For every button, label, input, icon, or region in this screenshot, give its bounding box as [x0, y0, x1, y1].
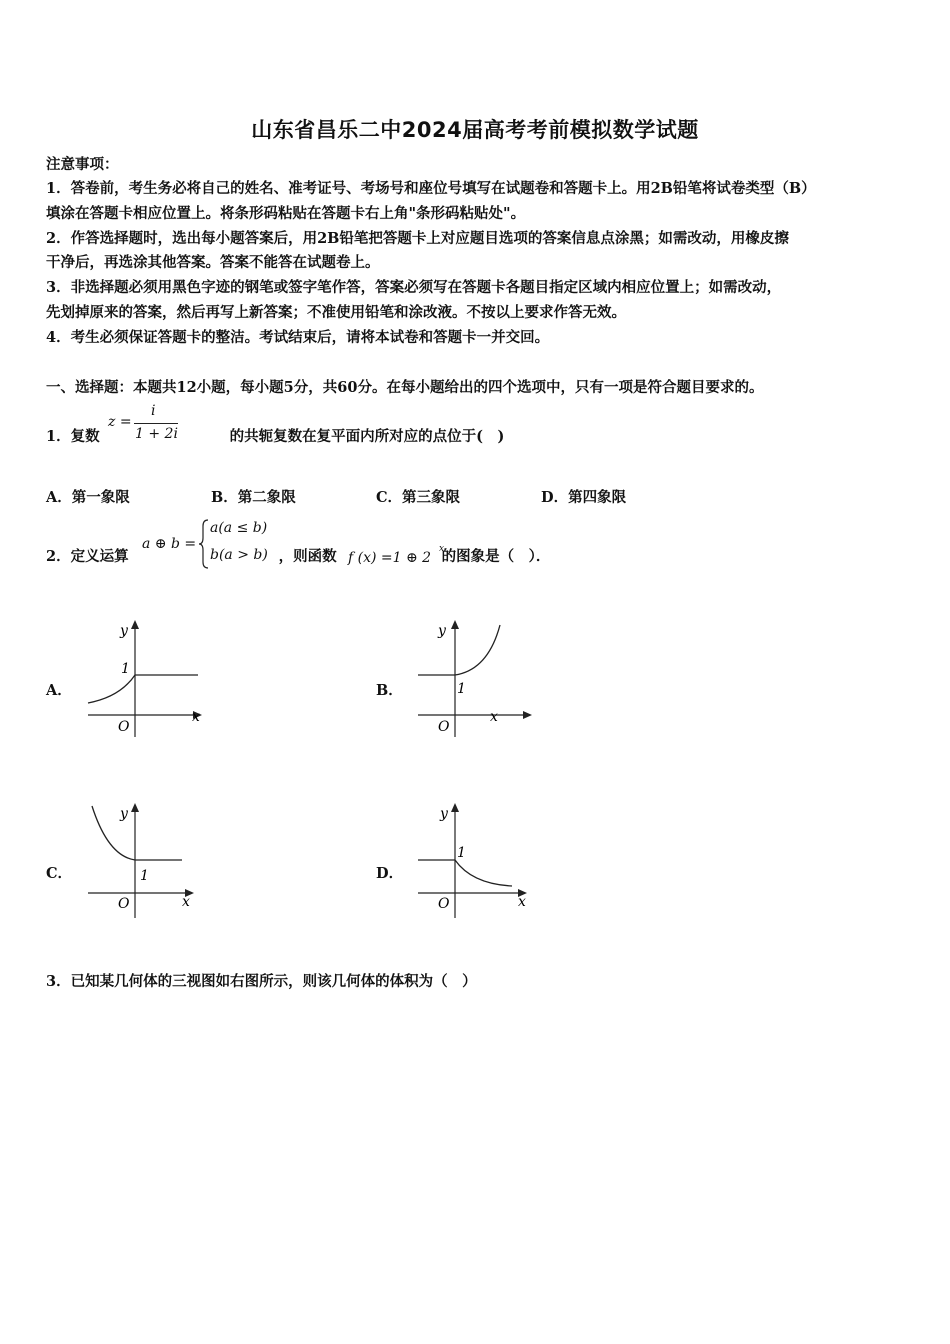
q2-case-2: b(a > b) [210, 547, 268, 563]
notice-item-1b: 填涂在答题卡相应位置上。将条形码粘贴在答题卡右上角"条形码粘贴处"。 [46, 205, 526, 222]
graph-d [410, 798, 540, 923]
notice-item-4: 4．考生必须保证答题卡的整洁。考试结束后，请将本试卷和答题卡一并交回。 [46, 329, 550, 346]
q1-option-c[interactable]: C．第三象限 [376, 489, 461, 506]
q2-prefix: 2．定义运算 [46, 548, 129, 565]
q1-option-d[interactable]: D．第四象限 [541, 489, 627, 506]
q1-prefix: 1．复数 [46, 428, 100, 445]
graph-a-one: 1 [121, 661, 130, 677]
graph-d-origin: O [438, 896, 450, 912]
graph-a [80, 615, 210, 740]
q2-op: a ⊕ b = [142, 536, 197, 552]
graph-b [410, 615, 540, 740]
q1-denominator: 1 + 2i [135, 426, 178, 442]
notice-item-3a: 3．非选择题必须用黑色字迹的钢笔或签字笔作答，答案必须写在答题卡各题目指定区域内相应位置上；如需改动， [46, 279, 782, 296]
q1-option-b[interactable]: B．第二象限 [211, 489, 296, 506]
question-3: 3．已知某几何体的三视图如右图所示，则该几何体的体积为（ ） [46, 973, 477, 990]
graph-label-d[interactable]: D． [376, 865, 404, 882]
q2-case-1: a(a ≤ b) [210, 520, 268, 536]
graph-a-y-label: y [120, 623, 128, 639]
graph-b-x-label: x [490, 709, 498, 725]
notice-heading: 注意事项： [46, 156, 119, 173]
q2-function-exponent: x [439, 544, 445, 554]
graph-label-c[interactable]: C． [46, 865, 73, 882]
graph-c-y-label: y [120, 806, 128, 822]
graph-d-one: 1 [457, 845, 466, 861]
notice-item-2a: 2．作答选择题时，选出每小题答案后，用2B铅笔把答题卡上对应题目选项的答案信息点涂黑；如需改动，用橡皮擦 [46, 230, 789, 247]
q2-suffix: 的图象是（ ）． [441, 548, 551, 565]
graph-d-x-label: x [518, 894, 526, 910]
q1-z-eq: z = [108, 414, 132, 430]
graph-c-origin: O [118, 896, 130, 912]
question-2 [46, 545, 550, 566]
q1-numerator: i [151, 403, 156, 419]
graph-b-one: 1 [457, 681, 466, 697]
notice-item-1a: 1．答卷前，考生务必将自己的姓名、准考证号、考场号和座位号填写在试题卷和答题卡上。用2B铅笔将试卷类型（B） [46, 180, 816, 197]
q1-suffix: 的共轭复数在复平面内所对应的点位于( ) [229, 428, 505, 445]
graph-c-one: 1 [140, 868, 149, 884]
graph-d-y-label: y [440, 806, 448, 822]
section-1-heading: 一、选择题：本题共12小题，每小题5分，共60分。在每小题给出的四个选项中，只有一项是符合题目要求的。 [46, 379, 764, 396]
graph-c [80, 798, 210, 923]
notice-item-2b: 干净后，再选涂其他答案。答案不能答在试题卷上。 [46, 254, 380, 271]
graph-a-x-label: x [192, 709, 200, 725]
q1-fraction-bar [134, 423, 178, 424]
graph-c-x-label: x [182, 894, 190, 910]
notice-item-3b: 先划掉原来的答案，然后再写上新答案；不准使用铅笔和涂改液。不按以上要求作答无效。 [46, 304, 626, 321]
graph-label-b[interactable]: B． [376, 682, 403, 699]
graph-b-y-label: y [438, 623, 446, 639]
graph-a-origin: O [118, 719, 130, 735]
q1-option-a[interactable]: A．第一象限 [46, 489, 130, 506]
page-title: 山东省昌乐二中2024届高考考前模拟数学试题 [251, 118, 699, 142]
q2-brace [198, 518, 210, 570]
graph-label-a[interactable]: A． [46, 682, 72, 699]
graph-b-origin: O [438, 719, 450, 735]
q2-function: f (x) =1 ⊕ 2 [348, 550, 432, 566]
q2-middle: ，则函数 [278, 548, 337, 565]
